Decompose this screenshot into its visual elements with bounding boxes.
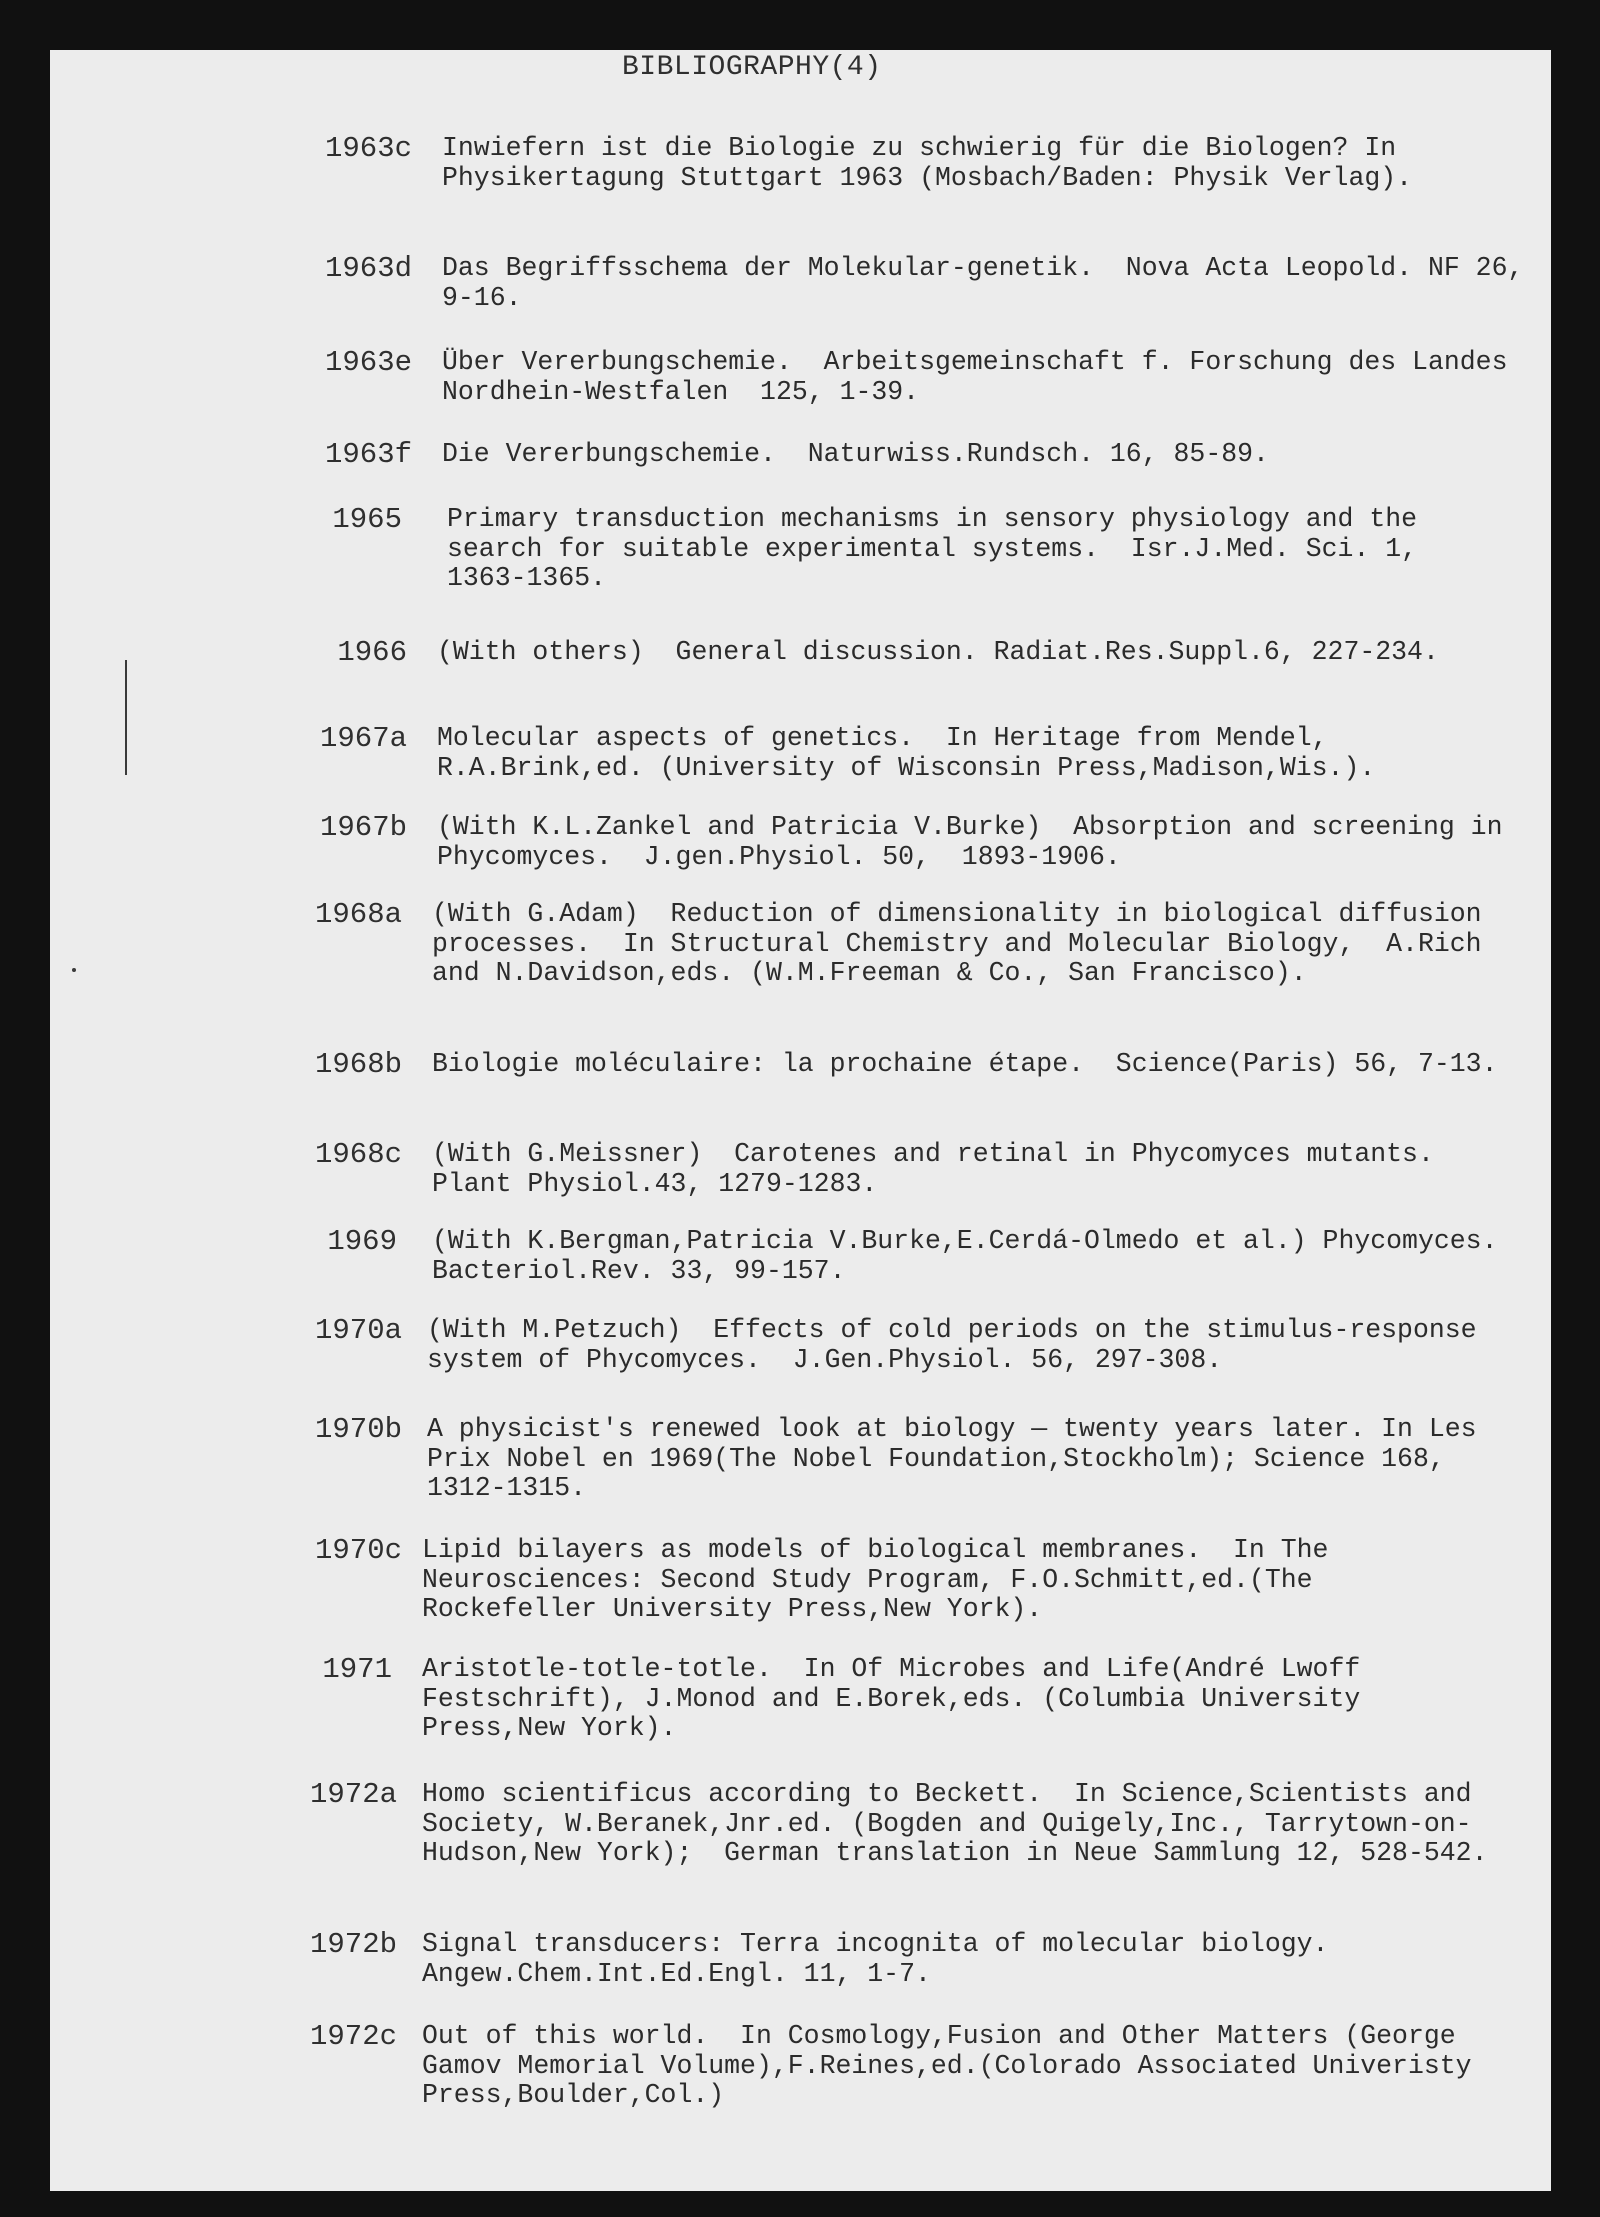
entry-citation: (With K.L.Zankel and Patricia V.Burke) Absorption and screening in Phycomyces. J.gen.Physiol. 50, 1893-1906. [437, 812, 1519, 872]
entry-citation: Biologie moléculaire: la prochaine étape. Science(Paris) 56, 7-13. [432, 1049, 1498, 1079]
entry-year: 1963d [324, 252, 412, 285]
entry-citation: A physicist's renewed look at biology — twenty years later. In Les Prix Nobel en 1969(The Nobel Foundation,Stockholm); Science 168, 1312-1315. [427, 1414, 1493, 1503]
entry-year: 1969 [327, 1225, 397, 1258]
entry-year: 1968a [314, 898, 402, 931]
entry-citation: Über Vererbungschemie. Arbeitsgemeinschaft f. Forschung des Landes Nordhein-Westfalen 125, 1-39. [442, 347, 1524, 407]
entry-year: 1968c [314, 1138, 402, 1171]
entry-year: 1972a [309, 1778, 397, 1811]
entry-citation: Die Vererbungschemie. Naturwiss.Rundsch. 16, 85-89. [442, 439, 1269, 469]
entry-citation: (With others) General discussion. Radiat.Res.Suppl.6, 227-234. [437, 637, 1439, 667]
page-title: BIBLIOGRAPHY(4) [622, 52, 882, 83]
entry-citation: Molecular aspects of genetics. In Heritage from Mendel, R.A.Brink,ed. (University of Wisconsin Press,Madison,Wis.). [437, 723, 1376, 783]
document-page [50, 50, 1551, 2191]
entry-year: 1967b [319, 811, 407, 844]
entry-citation: (With G.Adam) Reduction of dimensionality in biological diffusion processes. In Structural Chemistry and Molecular Biology, A.Rich and N.Davidson,eds. (W.M.Freeman & Co., San Francisco). [432, 899, 1498, 988]
margin-line-mark [125, 660, 127, 775]
entry-year: 1963c [324, 132, 412, 165]
entry-year: 1967a [319, 722, 407, 755]
entry-citation: (With K.Bergman,Patricia V.Burke,E.Cerdá-Olmedo et al.) Phycomyces. Bacteriol.Rev. 33, 99-157. [432, 1226, 1530, 1286]
entry-citation: Aristotle-totle-totle. In Of Microbes and Life(André Lwoff Festschrift), J.Monod and E.Borek,eds. (Columbia University Press,New York). [422, 1654, 1377, 1743]
margin-dot-mark [72, 968, 76, 972]
entry-year: 1970a [314, 1314, 402, 1347]
entry-citation: Homo scientificus according to Beckett. In Science,Scientists and Society, W.Beranek,Jnr.ed. (Bogden and Quigely,Inc., Tarrytown-on-Hudson,New York); German translation in Neue Sammlung 12, 528-542. [422, 1779, 1488, 1868]
entry-year: 1970b [314, 1413, 402, 1446]
entry-year: 1968b [314, 1048, 402, 1081]
entry-year: 1963e [324, 346, 412, 379]
entry-citation: Signal transducers: Terra incognita of molecular biology. Angew.Chem.Int.Ed.Engl. 11, 1-7. [422, 1929, 1345, 1989]
entry-citation: Das Begriffsschema der Molekular-genetik. Nova Acta Leopold. NF 26, 9-16. [442, 253, 1540, 313]
entry-citation: Inwiefern ist die Biologie zu schwierig für die Biologen? In Physikertagung Stuttgart 1963 (Mosbach/Baden: Physik Verlag). [442, 133, 1413, 193]
entry-year: 1970c [314, 1534, 402, 1567]
entry-citation: Lipid bilayers as models of biological membranes. In The Neurosciences: Second Study Program, F.O.Schmitt,ed.(The Rockefeller University Press,New York). [422, 1535, 1345, 1624]
entry-year: 1972b [309, 1928, 397, 1961]
entry-citation: (With G.Meissner) Carotenes and retinal in Phycomyces mutants. Plant Physiol.43, 1279-1283. [432, 1139, 1466, 1199]
entry-citation: (With M.Petzuch) Effects of cold periods on the stimulus-response system of Phycomyces. J.Gen.Physiol. 56, 297-308. [427, 1315, 1493, 1375]
entry-citation: Primary transduction mechanisms in sensory physiology and the search for suitable experimental systems. Isr.J.Med. Sci. 1, 1363-1365. [447, 504, 1449, 593]
entry-year: 1965 [332, 503, 402, 536]
entry-year: 1963f [324, 438, 412, 471]
entry-year: 1966 [337, 636, 407, 669]
entry-citation: Out of this world. In Cosmology,Fusion and Other Matters (George Gamov Memorial Volume),F.Reines,ed.(Colorado Associated Univeristy Press,Boulder,Col.) [422, 2021, 1488, 2110]
entry-year: 1972c [309, 2020, 397, 2053]
entry-year: 1971 [322, 1653, 392, 1686]
